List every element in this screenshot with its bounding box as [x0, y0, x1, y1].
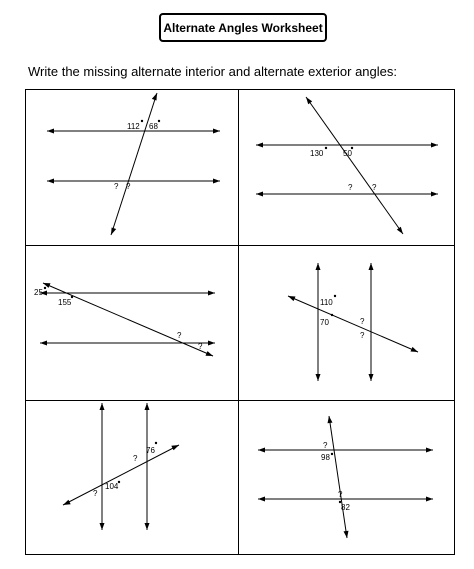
angle-label: 50	[343, 149, 352, 158]
angle-label: ?	[360, 331, 365, 340]
angle-label: 98	[321, 453, 330, 462]
angle-label: ?	[133, 454, 138, 463]
angle-label: ?	[198, 342, 203, 351]
problem-5-diagram	[25, 400, 238, 555]
angle-label: ?	[177, 331, 182, 340]
angle-label: 112	[127, 122, 140, 131]
angle-label: ?	[114, 182, 119, 191]
problem-1-diagram	[25, 89, 238, 245]
angle-label: 68	[149, 122, 158, 131]
angle-label: ?	[338, 490, 343, 499]
angle-label: ?	[360, 317, 365, 326]
problem-2-diagram	[238, 89, 455, 245]
angle-label: ?	[372, 183, 377, 192]
angle-label: 25	[34, 288, 43, 297]
angle-label: 70	[320, 318, 329, 327]
angle-label: 155	[58, 298, 72, 307]
problem-6-diagram	[238, 400, 455, 555]
angle-label: 130	[310, 149, 324, 158]
worksheet-title	[159, 13, 327, 42]
angle-label: ?	[348, 183, 353, 192]
worksheet-title-text: Alternate Angles Worksheet	[163, 20, 323, 35]
angle-label: 82	[341, 503, 350, 512]
angle-label: ?	[93, 489, 98, 498]
problem-4-diagram	[238, 245, 455, 400]
angle-label: 76	[146, 446, 155, 455]
angle-label: 110	[320, 298, 333, 307]
angle-label: 104	[105, 482, 119, 491]
problem-3-diagram	[25, 245, 238, 400]
angle-label: ?	[126, 182, 131, 191]
angle-label: ?	[323, 441, 328, 450]
instructions: Write the missing alternate interior and alternate exterior angles:	[28, 64, 398, 79]
